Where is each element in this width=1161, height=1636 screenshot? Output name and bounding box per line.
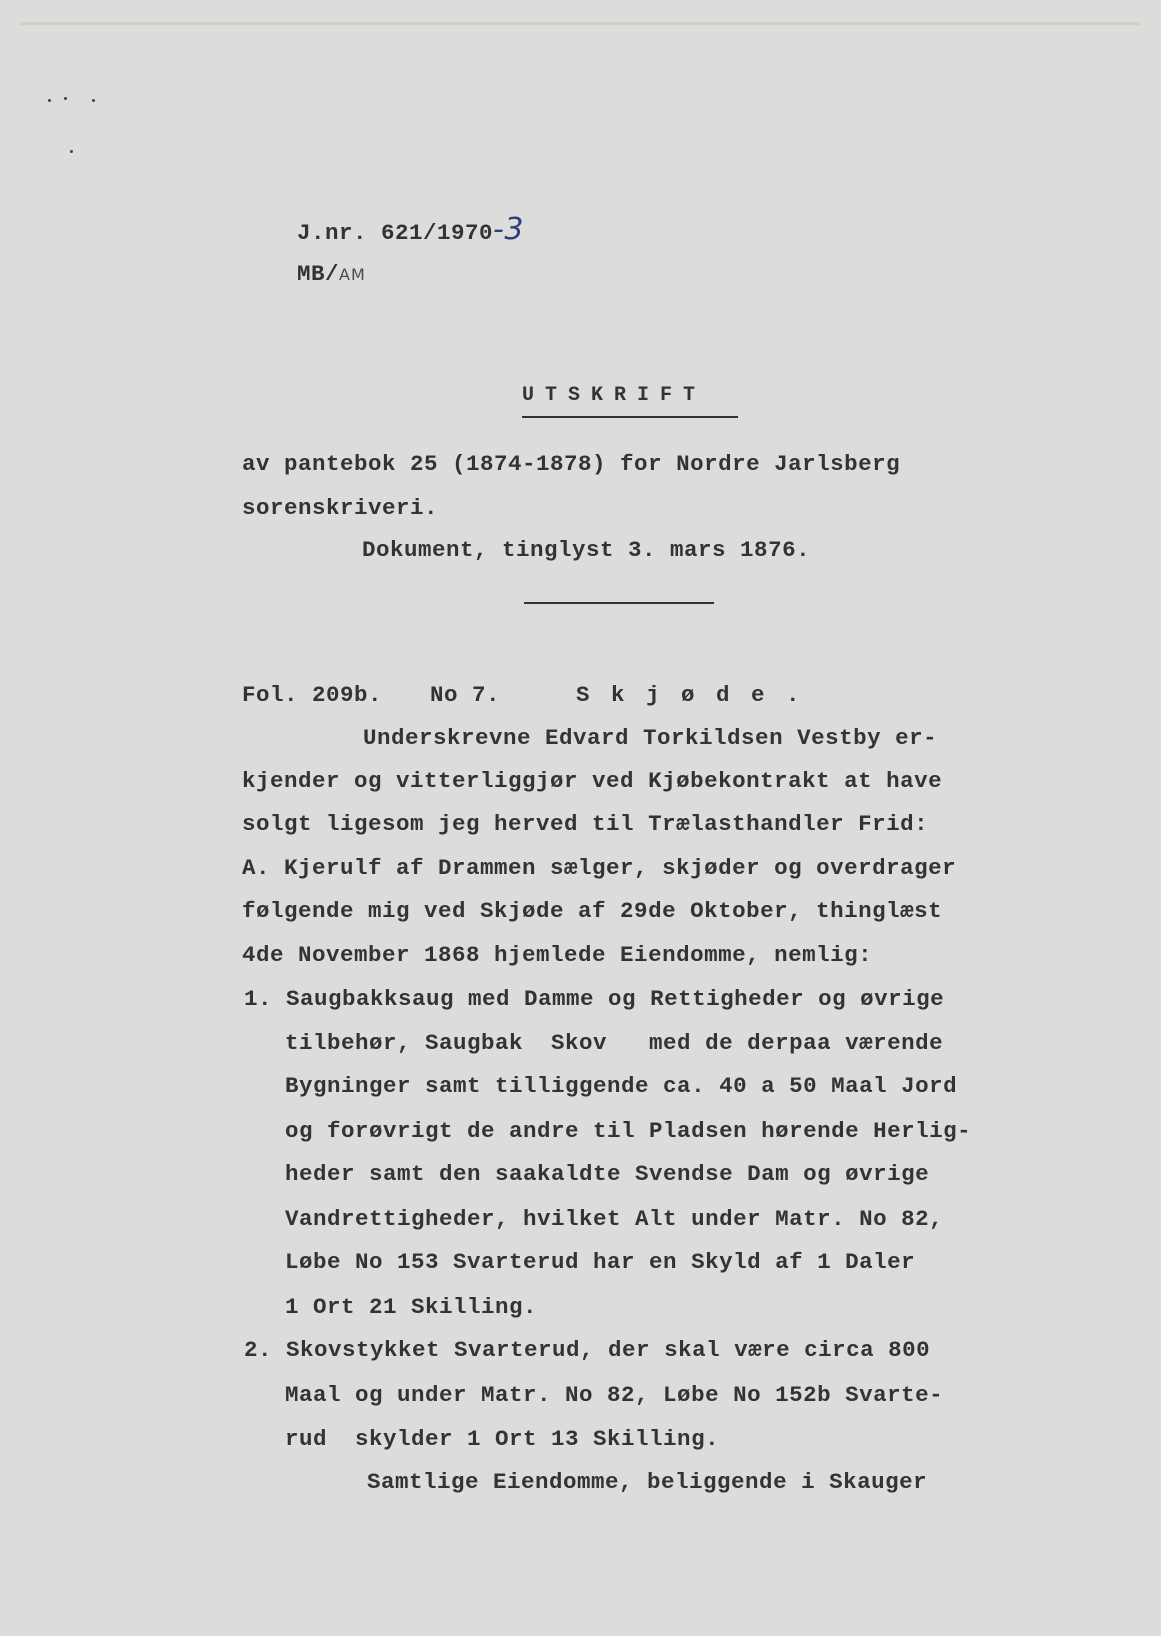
item-1-line: heder samt den saakaldte Svendse Dam og øvrige: [285, 1161, 930, 1187]
item-1-line: og forøvrigt de andre til Pladsen hørende Herlig-: [285, 1118, 972, 1144]
intro-line-3: Dokument, tinglyst 3. mars 1876.: [362, 537, 811, 563]
item-1-line: 1. Saugbakksaug med Damme og Rettigheder og øvrige: [244, 986, 945, 1012]
item-2-line: Maal og under Matr. No 82, Løbe No 152b Svarte-: [285, 1382, 944, 1408]
item-1-line: Løbe No 153 Svarterud har en Skyld af 1 Daler: [285, 1249, 916, 1275]
handwritten-suffix: -3: [493, 211, 524, 247]
section-divider: [524, 602, 714, 604]
item-1-line: 1 Ort 21 Skilling.: [285, 1294, 538, 1320]
entry-number: No 7.: [430, 682, 501, 708]
body-line: følgende mig ved Skjøde af 29de Oktober, thinglæst: [242, 898, 943, 924]
reference-number: J.nr. 621/1970-3: [297, 211, 524, 247]
intro-line-2: sorenskriveri.: [242, 495, 439, 521]
body-line: A. Kjerulf af Drammen sælger, skjøder og overdrager: [242, 855, 957, 881]
body-line: Underskrevne Edvard Torkildsen Vestby er-: [363, 725, 938, 751]
item-1-line: Bygninger samt tilliggende ca. 40 a 50 Maal Jord: [285, 1073, 958, 1099]
item-1-line: tilbehør, Saugbak Skov med de derpaa værende: [285, 1030, 944, 1056]
item-2-line: rud skylder 1 Ort 13 Skilling.: [285, 1426, 720, 1452]
body-line: 4de November 1868 hjemlede Eiendomme, nemlig:: [242, 942, 873, 968]
page-top-edge: [20, 22, 1140, 25]
closing-line: Samtlige Eiendomme, beliggende i Skauger: [367, 1469, 928, 1495]
initials: MB/AM: [297, 260, 366, 287]
intro-line-1: av pantebok 25 (1874-1878) for Nordre Jarlsberg: [242, 451, 901, 477]
item-1-line: Vandrettigheder, hvilket Alt under Matr. No 82,: [285, 1206, 944, 1232]
entry-type: S k j ø d e .: [576, 682, 804, 708]
item-2-line: 2. Skovstykket Svarterud, der skal være circa 800: [244, 1337, 931, 1363]
title-underline: [522, 416, 738, 418]
document-title: UTSKRIFT: [522, 384, 707, 407]
folio-label: Fol. 209b.: [242, 682, 383, 708]
body-line: solgt ligesom jeg herved til Trælasthandler Frid:: [242, 811, 929, 837]
body-line: kjender og vitterliggjør ved Kjøbekontrakt at have: [242, 768, 943, 794]
